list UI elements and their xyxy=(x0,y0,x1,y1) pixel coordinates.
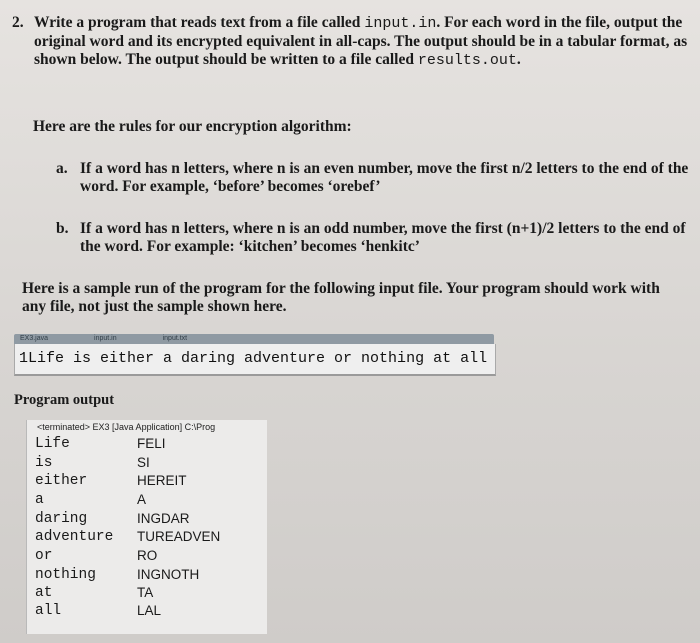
table-row xyxy=(35,529,255,548)
table-row xyxy=(35,455,255,474)
rule-b-text: If a word has n letters, where n is an odd number, move the first (n+1)/2 letters to the end of the word. For example: ‘kitchen’ becomes ‘henkitc’ xyxy=(80,220,686,255)
table-row xyxy=(35,473,255,492)
console-header: <terminated> EX3 [Java Application] C:\Prog xyxy=(37,422,216,432)
original-word: daring xyxy=(35,511,88,527)
sample-intro: Here is a sample run of the program for the following input file. Your program should work with any file, not just the sample shown here. xyxy=(22,280,660,315)
table-row xyxy=(35,603,255,622)
editor-tab-ex3[interactable]: EX3.java xyxy=(20,335,49,342)
input-file-editor xyxy=(14,344,496,376)
question-text-part-1: Write a program that reads text from a file called xyxy=(34,14,365,31)
encrypted-word: TUREADVEN xyxy=(137,529,221,544)
encrypted-word: HEREIT xyxy=(137,473,187,488)
editor-tab-input-txt[interactable]: input.txt xyxy=(162,335,188,342)
table-row xyxy=(35,585,255,604)
encrypted-word: INGNOTH xyxy=(137,567,200,582)
original-word: is xyxy=(35,455,53,471)
editor-tab-input-in[interactable]: input.in xyxy=(94,335,117,342)
encrypted-word: SI xyxy=(137,455,150,470)
table-row xyxy=(35,548,255,567)
output-filename: results.out xyxy=(417,52,517,69)
encrypted-word: LAL xyxy=(137,603,162,618)
input-file-line: 1Life is either a daring adventure or nothing at all xyxy=(19,350,488,367)
original-word: Life xyxy=(35,436,70,452)
encrypted-word: INGDAR xyxy=(137,511,190,526)
original-word: at xyxy=(35,585,53,601)
encrypted-word: TA xyxy=(137,585,154,600)
rule-a-letter: a. xyxy=(56,160,68,177)
question-number: 2. xyxy=(12,14,24,31)
table-row xyxy=(35,567,255,586)
table-row xyxy=(35,511,255,530)
program-output-label: Program output xyxy=(14,392,115,408)
rule-a-text: If a word has n letters, where n is an even number, move the first n/2 letters to the end of the word. For example, ‘before’ becomes ‘orebef’ xyxy=(80,160,689,195)
original-word: or xyxy=(35,548,53,564)
encrypted-word: A xyxy=(137,492,147,507)
console-output xyxy=(26,420,267,634)
original-word: either xyxy=(35,473,88,489)
original-word: a xyxy=(35,492,44,508)
rules-intro: Here are the rules for our encryption algorithm: xyxy=(33,118,352,135)
encrypted-word: FELI xyxy=(137,436,166,451)
table-row xyxy=(35,436,255,455)
question-text xyxy=(34,14,694,70)
original-word: nothing xyxy=(35,567,96,583)
rule-b-letter: b. xyxy=(56,220,69,237)
question-text-part-3: . xyxy=(516,51,521,68)
editor-tab-bar xyxy=(14,334,494,344)
original-word: adventure xyxy=(35,529,114,545)
input-filename: input.in xyxy=(364,15,437,32)
question-text-part-2: . For each word in the file, output the original word and its encrypted equivalent in all-caps. The output should be in a tabular format, as shown below. The output should be written to a file called xyxy=(34,14,688,68)
encrypted-word: RO xyxy=(137,548,158,563)
original-word: all xyxy=(35,603,62,619)
table-row xyxy=(35,492,255,511)
